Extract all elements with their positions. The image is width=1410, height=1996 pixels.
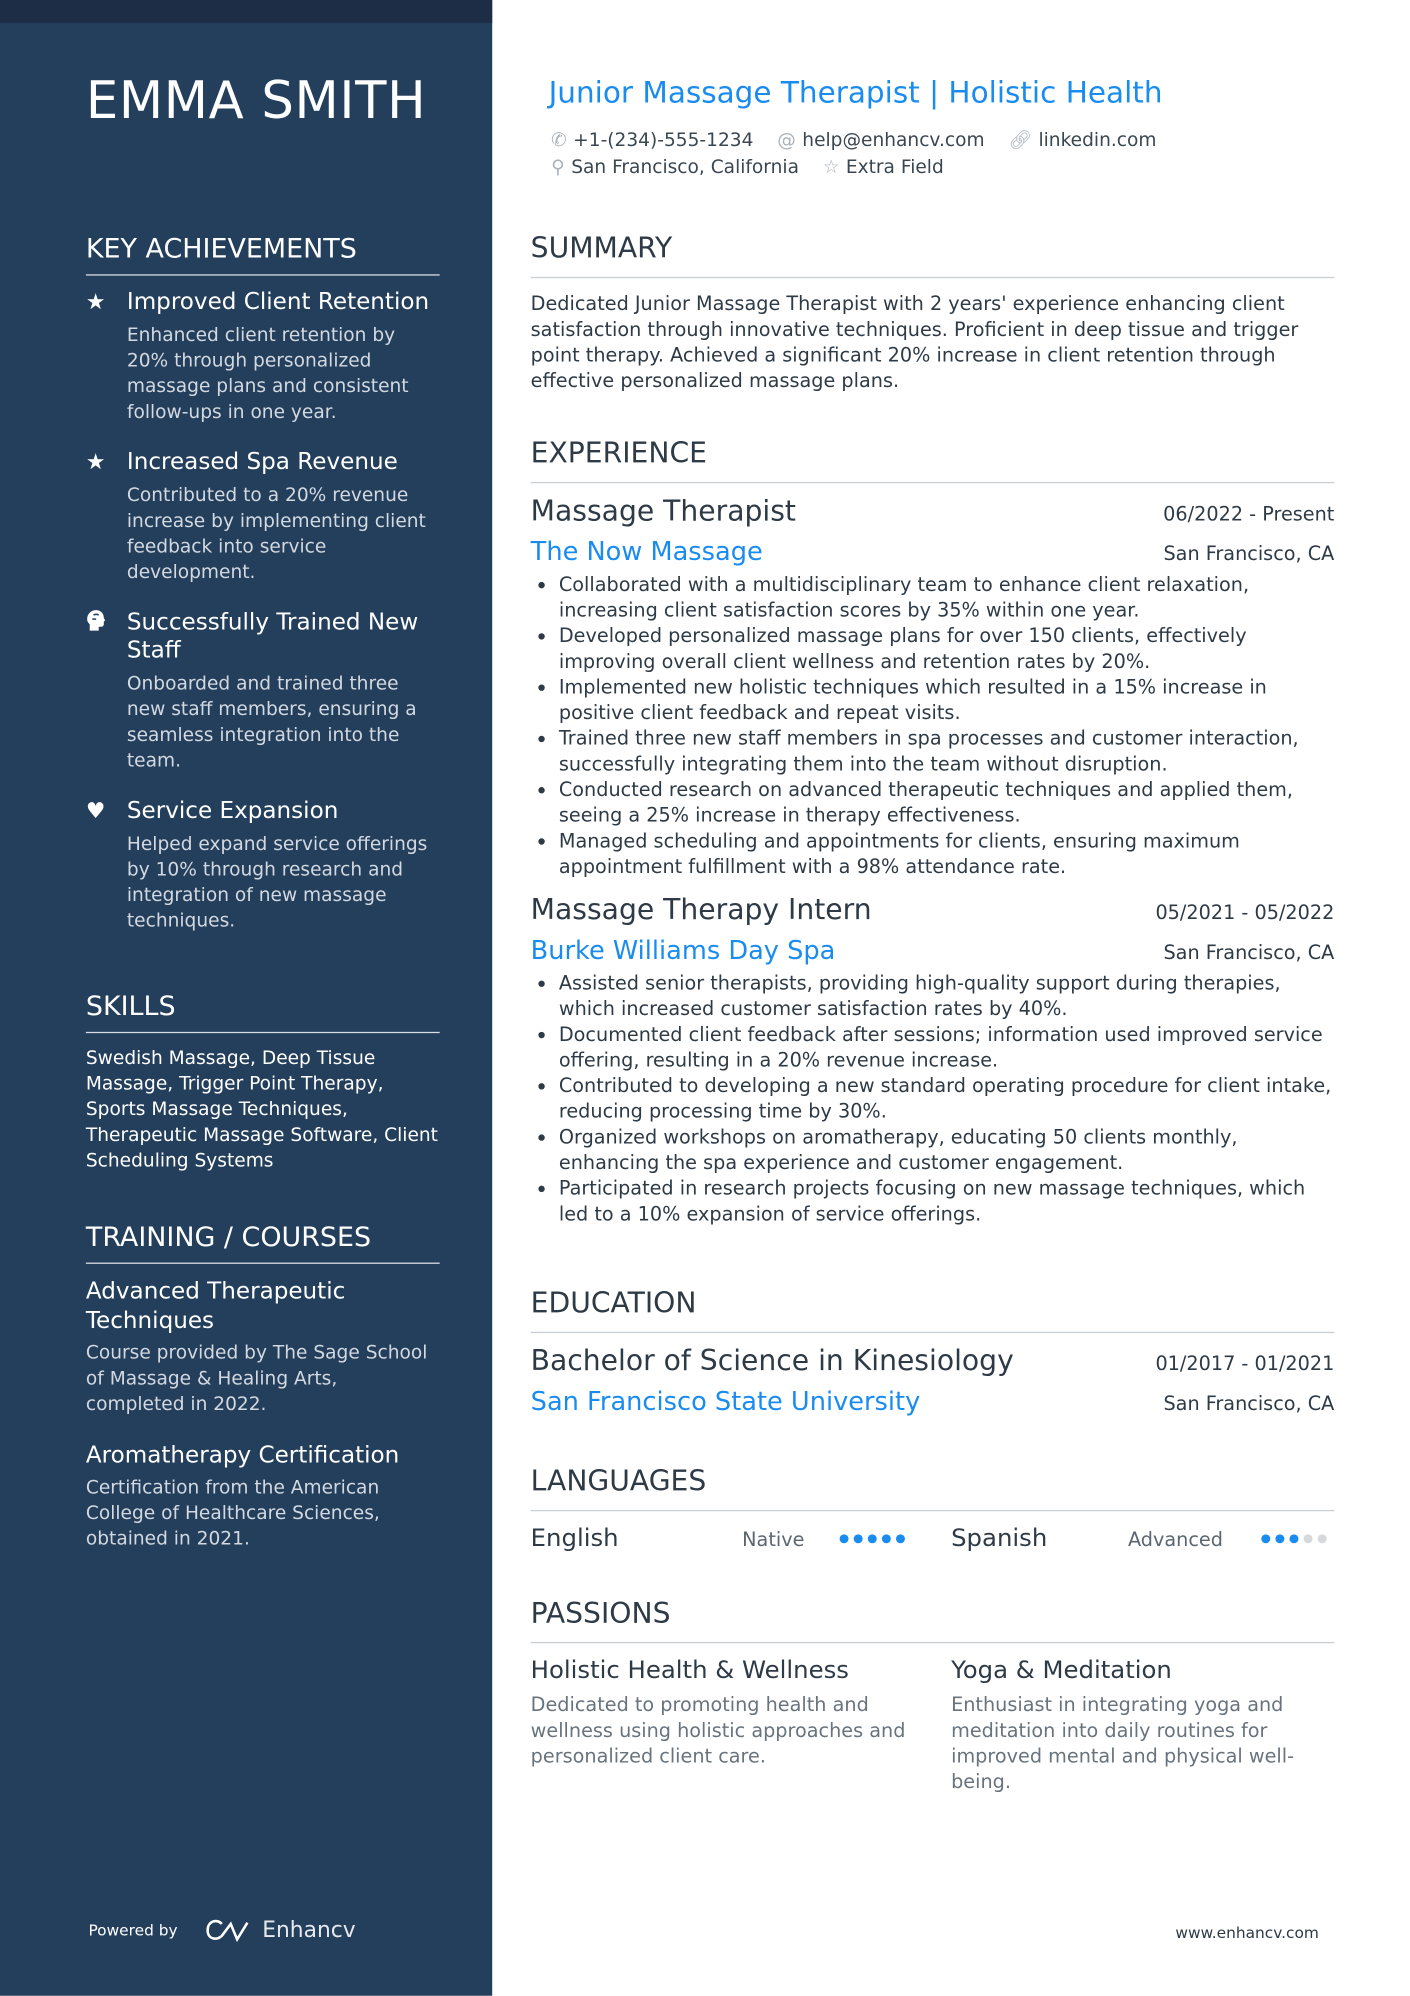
job-dates: 05/2021 - 05/2022 [1155, 901, 1335, 925]
brain-icon [86, 609, 127, 774]
email[interactable] [777, 131, 984, 152]
star-icon: ★ [85, 449, 106, 476]
education-title: EDUCATION [531, 1288, 1335, 1333]
link-text: linkedin.com [1038, 130, 1157, 152]
experience-title: EXPERIENCE [531, 438, 1335, 483]
job-bullets [531, 970, 1335, 1226]
email-text: help@enhancv.com [802, 130, 985, 152]
language-name: English [530, 1524, 619, 1553]
achievements-section [86, 233, 440, 957]
passion-item [531, 1656, 916, 1769]
bullet: • Assisted senior therapists, providing high-quality support during therapies, which increased customer satisfaction rates by 40%. [559, 970, 1334, 1021]
summary-title: SUMMARY [531, 233, 1335, 278]
languages-title: LANGUAGES [531, 1466, 1335, 1511]
bullet: • Conducted research on advanced therapeutic techniques and applied them, seeing a 25% increase in therapy effectiveness. [559, 777, 1334, 828]
passion-desc: Dedicated to promoting health and wellness using holistic approaches and personalized client care. [530, 1693, 906, 1768]
course-item [86, 1277, 440, 1418]
achievement-item [86, 797, 440, 934]
phone-icon: ✆ [551, 130, 567, 152]
bullet: • Collaborated with a multidisciplinary team to enhance client relaxation, increasing client satisfaction scores by 35% within one year. [559, 572, 1334, 623]
link[interactable] [1008, 131, 1156, 152]
extra-field [823, 158, 944, 179]
passion-item [951, 1656, 1336, 1794]
brand-name: Enhancv [262, 1917, 356, 1944]
candidate-name: EMMA SMITH [85, 71, 427, 131]
job-role: Massage Therapy Intern [530, 894, 872, 927]
enhancv-logo[interactable] [203, 1918, 355, 1944]
language-rating [840, 1534, 905, 1543]
course-desc: Certification from the American College of Healthcare Sciences, obtained in 2021. [85, 1477, 380, 1550]
skills-title: SKILLS [86, 991, 440, 1033]
passions-title: PASSIONS [531, 1598, 1335, 1643]
skills-section [86, 991, 440, 1174]
footer-url[interactable]: www.enhancv.com [1175, 1923, 1319, 1942]
language-level: Native [742, 1527, 805, 1551]
job-role: Massage Therapist [530, 496, 796, 529]
course-title: Advanced Therapeutic Techniques [85, 1277, 346, 1335]
language-item [531, 1524, 619, 1552]
extra-text: Extra Field [845, 157, 944, 179]
sidebar [0, 0, 492, 1996]
rating-dot-filled [882, 1534, 891, 1543]
course-title: Aromatherapy Certification [85, 1442, 400, 1469]
rating-dot-empty [1304, 1534, 1313, 1543]
achievement-desc: Contributed to a 20% revenue increase by implementing client feedback into service development. [126, 485, 426, 584]
language-level: Advanced [1127, 1527, 1223, 1551]
job-company: The Now Massage [530, 535, 763, 567]
rating-dot-filled [868, 1534, 877, 1543]
summary-text: Dedicated Junior Massage Therapist with 2 years' experience enhancing client satisfaction through innovative techniques. Proficient in deep tissue and trigger point therapy. Achieved a significant 20% increase in client retention through effective personalized massage plans. [530, 292, 1299, 393]
language-rating [1261, 1534, 1326, 1543]
at-icon: @ [777, 130, 796, 152]
achievement-desc: Helped expand service offerings by 10% through research and integration of new massage techniques. [126, 834, 428, 932]
course-item [86, 1441, 440, 1553]
achievement-desc: Onboarded and trained three new staff members, ensuring a seamless integration into the team. [126, 674, 417, 772]
rating-dot-filled [896, 1534, 905, 1543]
passion-title: Yoga & Meditation [951, 1656, 1172, 1685]
rating-dot-filled [840, 1534, 849, 1543]
rating-dot-filled [854, 1534, 863, 1543]
education-dates: 01/2017 - 01/2021 [1155, 1352, 1335, 1376]
training-section [86, 1222, 440, 1576]
bullet: • Contributed to developing a new standard operating procedure for client intake, reducing processing time by 30%. [559, 1073, 1334, 1124]
location [551, 158, 799, 179]
job-entry [531, 895, 1335, 1227]
job-bullets [531, 572, 1335, 880]
achievement-title: Increased Spa Revenue [126, 448, 398, 476]
languages-section [531, 1466, 1335, 1562]
rating-dot-empty [1318, 1534, 1327, 1543]
bullet: • Participated in research projects focusing on new massage techniques, which led to a 10% expansion of service offerings. [559, 1175, 1334, 1226]
experience-section [531, 438, 1335, 1242]
contact-info [551, 128, 1174, 182]
phone-text: +1-(234)-555-1234 [573, 130, 754, 152]
passion-title: Holistic Health & Wellness [530, 1656, 849, 1685]
job-location: San Francisco, CA [1163, 940, 1335, 964]
language-item [951, 1524, 1047, 1552]
skills-list: Swedish Massage, Deep Tissue Massage, Trigger Point Therapy, Sports Massage Techniques, Therapeutic Massage Software, Client Scheduling Systems [85, 1048, 438, 1172]
job-company: Burke Williams Day Spa [530, 934, 836, 966]
heart-icon: ♥ [85, 798, 106, 825]
education-location: San Francisco, CA [1163, 1392, 1335, 1416]
bullet: • Organized workshops on aromatherapy, educating 50 clients monthly, enhancing the spa experience and customer engagement. [559, 1124, 1334, 1175]
top-band [0, 0, 492, 23]
headline: Junior Massage Therapist | Holistic Health [548, 76, 1163, 111]
course-desc: Course provided by The Sage School of Massage & Healing Arts, completed in 2022. [85, 1343, 428, 1416]
school: San Francisco State University [530, 1385, 921, 1417]
enhancv-logo-icon [203, 1918, 252, 1944]
star-icon: ★ [85, 289, 106, 316]
bullet: • Trained three new staff members in spa processes and customer interaction, successfully integrating them into the team without disruption. [559, 725, 1334, 776]
job-entry [531, 496, 1335, 879]
summary-section [531, 233, 1335, 393]
location-pin-icon: ⚲ [551, 157, 565, 179]
bullet: • Implemented new holistic techniques which resulted in a 15% increase in positive client feedback and repeat visits. [559, 674, 1334, 725]
language-name: Spanish [951, 1524, 1048, 1553]
link-icon: 🔗︎ [1008, 130, 1033, 152]
phone[interactable] [551, 131, 753, 152]
achievement-desc: Enhanced client retention by 20% through personalized massage plans and consistent follow-ups in one year. [126, 325, 409, 423]
passions-section [530, 1598, 1335, 1794]
achievement-item [86, 449, 440, 586]
achievements-title: KEY ACHIEVEMENTS [86, 233, 440, 275]
achievement-item [86, 288, 440, 425]
job-location: San Francisco, CA [1163, 542, 1335, 566]
achievement-title: Successfully Trained New Staff [126, 608, 419, 664]
education-section [531, 1288, 1335, 1416]
location-text: San Francisco, California [571, 157, 799, 179]
job-dates: 06/2022 - Present [1163, 502, 1335, 526]
star-outline-icon: ☆ [822, 157, 840, 179]
achievement-title: Service Expansion [126, 797, 339, 825]
powered-by-label: Powered by [88, 1921, 178, 1940]
achievement-title: Improved Client Retention [126, 288, 430, 316]
bullet: • Managed scheduling and appointments for clients, ensuring maximum appointment fulfillment with a 98% attendance rate. [559, 828, 1334, 879]
degree: Bachelor of Science in Kinesiology [530, 1345, 1014, 1378]
rating-dot-filled [1275, 1534, 1284, 1543]
passion-desc: Enthusiast in integrating yoga and meditation into daily routines for improved mental and physical well-being. [951, 1693, 1295, 1794]
bullet: • Developed personalized massage plans for over 150 clients, effectively improving overall client wellness and retention rates by 20%. [559, 623, 1334, 674]
rating-dot-filled [1289, 1534, 1298, 1543]
rating-dot-filled [1261, 1534, 1270, 1543]
bullet: • Documented client feedback after sessions; information used improved service offering, resulting in a 20% revenue increase. [559, 1022, 1334, 1073]
achievement-item [86, 609, 440, 774]
training-title: TRAINING / COURSES [86, 1222, 440, 1264]
powered-by [88, 1918, 355, 1944]
